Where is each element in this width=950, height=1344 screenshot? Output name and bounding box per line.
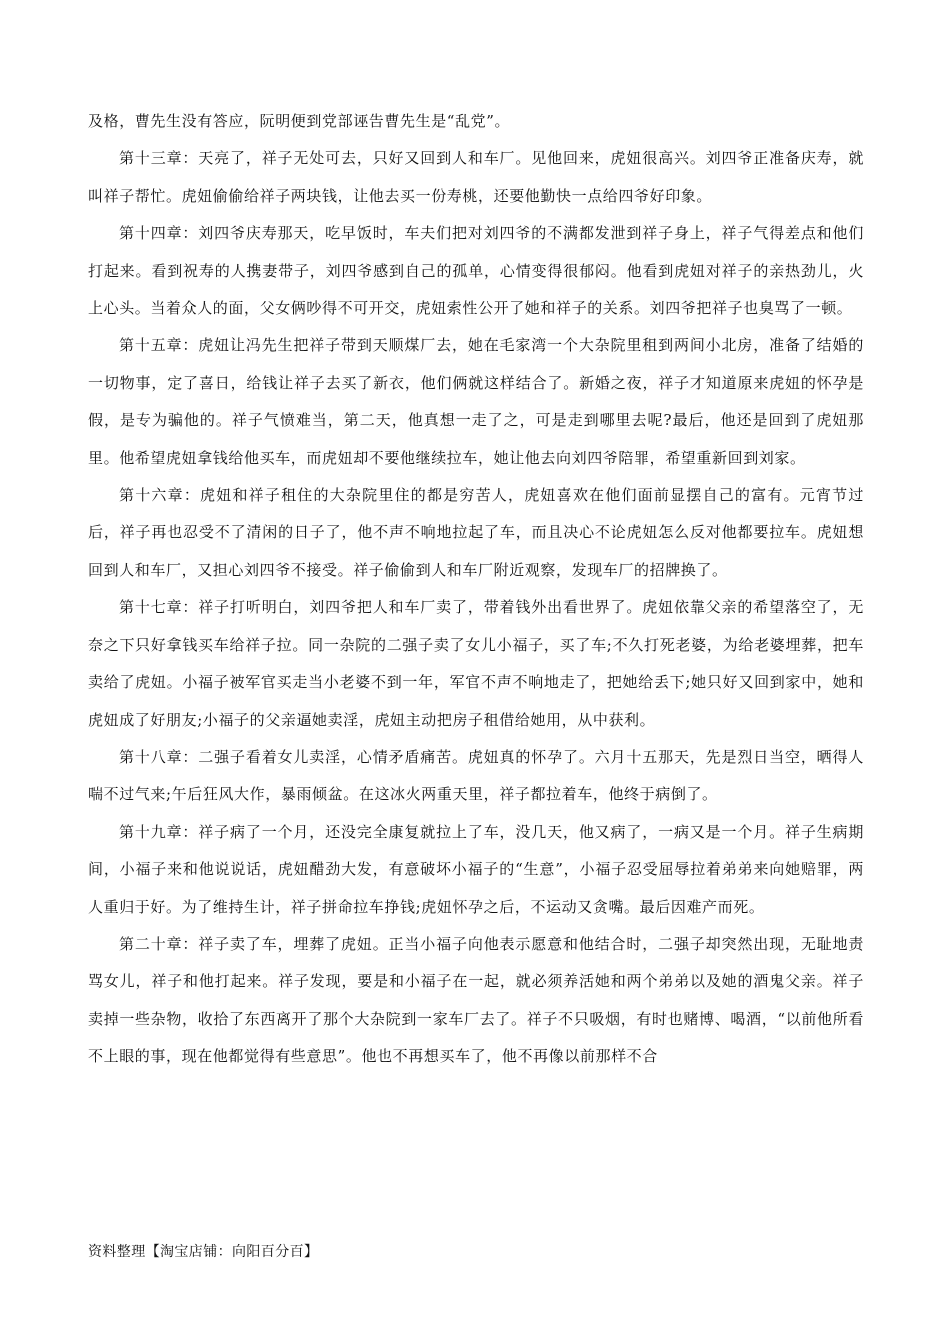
paragraph-chapter-13: 第十三章：天亮了，祥子无处可去，只好又回到人和车厂。见他回来，虎妞很高兴。刘四爷正准备庆寿，就叫祥子帮忙。虎妞偷偷给祥子两块钱，让他去买一份寿桃，还要他勤快一点给四爷好印象。 bbox=[88, 149, 864, 205]
paragraph-chapter-14: 第十四章：刘四爷庆寿那天，吃早饭时，车夫们把对刘四爷的不满都发泄到祥子身上，祥子气得差点和他们打起来。看到祝寿的人携妻带子，刘四爷感到自己的孤单，心情变得很郁闷。他看到虎妞对祥子的亲热劲儿，火上心头。当着众人的面，父女俩吵得不可开交，虎妞索性公开了她和祥子的关系。刘四爷把祥子也臭骂了一顿。 bbox=[88, 224, 864, 318]
page-footer: 资料整理【淘宝店铺：向阳百分百】 bbox=[88, 1244, 319, 1260]
paragraph-chapter-16: 第十六章：虎妞和祥子租住的大杂院里住的都是穷苦人，虎妞喜欢在他们面前显摆自己的富有。元宵节过后，祥子再也忍受不了清闲的日子了，他不声不响地拉起了车，而且决心不论虎妞怎么反对他都要拉车。虎妞想回到人和车厂，又担心刘四爷不接受。祥子偷偷到人和车厂附近观察，发现车厂的招牌换了。 bbox=[88, 486, 864, 579]
body-text bbox=[88, 103, 864, 1076]
paragraph-chapter-18: 第十八章：二强子看着女儿卖淫，心情矛盾痛苦。虎妞真的怀孕了。六月十五那天，先是烈日当空，晒得人喘不过气来;午后狂风大作，暴雨倾盆。在这冰火两重天里，祥子都拉着车，他终于病倒了。 bbox=[88, 747, 864, 804]
paragraph-chapter-17: 第十七章：祥子打听明白，刘四爷把人和车厂卖了，带着钱外出看世界了。虎妞依靠父亲的希望落空了，无奈之下只好拿钱买车给祥子拉。同一杂院的二强子卖了女儿小福子，买了车;不久打死老婆，为给老婆埋葬，把车卖给了虎妞。小福子被军官买走当小老婆不到一年，军官不声不响地走了，把她给丢下;她只好又回到家中，她和虎妞成了好朋友;小福子的父亲逼她卖淫，虎妞主动把房子租借给她用，从中获利。 bbox=[88, 598, 864, 729]
paragraph-chapter-15: 第十五章：虎妞让冯先生把祥子带到天顺煤厂去，她在毛家湾一个大杂院里租到两间小北房，准备了结婚的一切物事，定了喜日，给钱让祥子去买了新衣，他们俩就这样结合了。新婚之夜，祥子才知道原来虎妞的怀孕是假，是专为骗他的。祥子气愤难当，第二天，他真想一走了之，可是走到哪里去呢?最后，他还是回到了虎妞那里。他希望虎妞拿钱给他买车，而虎妞却不要他继续拉车，她让他去向刘四爷陪罪，希望重新回到刘家。 bbox=[88, 336, 864, 467]
paragraph-continuation: 及格，曹先生没有答应，阮明便到党部诬告曹先生是“乱党”。 bbox=[88, 112, 511, 130]
paragraph-chapter-19: 第十九章：祥子病了一个月，还没完全康复就拉上了车，没几天，他又病了，一病又是一个月。祥子生病期间，小福子来和他说说话，虎妞醋劲大发，有意破坏小福子的“生意”，小福子忍受屈辱拉着弟弟来向她赔罪，两人重归于好。为了维持生计，祥子拼命拉车挣钱;虎妞怀孕之后，不运动又贪嘴。最后因难产而死。 bbox=[88, 822, 864, 916]
paragraph-chapter-20: 第二十章：祥子卖了车，埋葬了虎妞。正当小福子向他表示愿意和他结合时，二强子却突然出现，无耻地责骂女儿，祥子和他打起来。祥子发现，要是和小福子在一起，就必须养活她和两个弟弟以及她的酒鬼父亲。祥子卖掉一些杂物，收拾了东西离开了那个大杂院到一家车厂去了。祥子不只吸烟，有时也赌博、喝酒，“以前他所看不上眼的事，现在他都觉得有些意思”。他也不再想买车了，他不再像以前那样不合 bbox=[88, 934, 864, 1066]
